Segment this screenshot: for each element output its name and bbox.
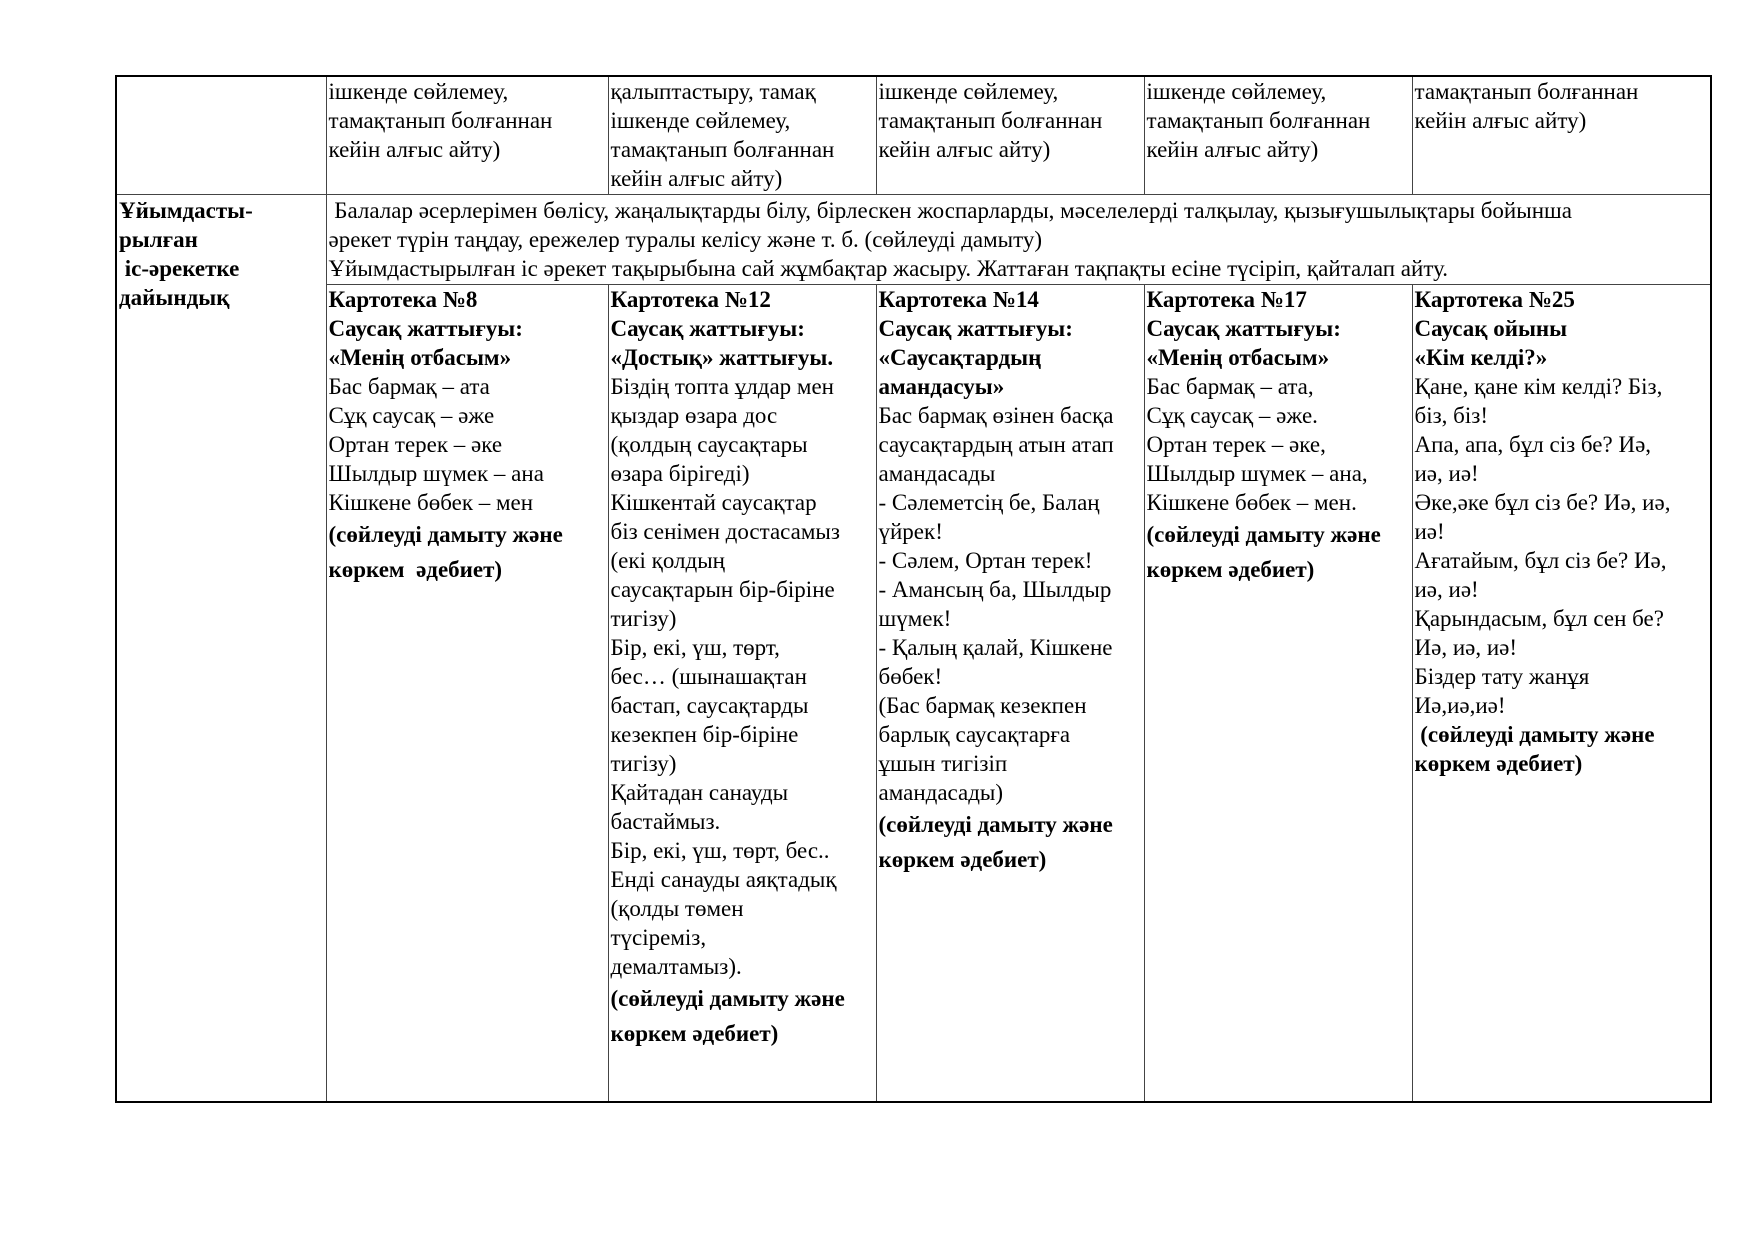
text-line: тамақтанып болғаннан <box>1414 79 1639 104</box>
card-body-line: Бас бармақ өзінен басқа <box>878 402 1114 428</box>
card-body-line: түсіреміз, <box>610 924 707 950</box>
card-cell <box>876 284 1144 1102</box>
cards-row <box>116 284 1711 1102</box>
card-heading-line: Саусақ жаттығуы: <box>1146 315 1341 341</box>
card-footer-line: (сөйлеуді дамыту және <box>1414 721 1655 747</box>
text-line: кейін алғыс айту) <box>878 137 1051 162</box>
intro-line: Ұйымдастырылған іс әрекет тақырыбына сай жұмбақтар жасыру. Жаттаған тақпақты есіне түсіріп, қайталап айту. <box>328 255 1449 281</box>
card-body-line: бастаймыз. <box>610 808 721 834</box>
card-body-line: өзара бірігеді) <box>610 460 750 486</box>
card-cell <box>1412 284 1711 1102</box>
plan-table <box>115 75 1712 1103</box>
card-body-line: Қане, қане кім келді? Біз, <box>1414 373 1663 399</box>
card-body-line: амандасады <box>878 460 996 486</box>
card-heading-line: «Менің отбасым» <box>328 344 512 370</box>
card-body-line: Сұқ саусақ – әже. <box>1146 402 1318 428</box>
section-label-line: дайындық <box>119 284 230 310</box>
text-line: кейін алғыс айту) <box>328 137 501 162</box>
card-body-line: ұшын тигізіп <box>878 750 1008 776</box>
card-body-line: шүмек! <box>878 605 952 631</box>
intro-text-cell <box>326 194 1711 284</box>
card-cell <box>608 284 876 1102</box>
card-footer-line: көркем әдебиет) <box>328 556 503 582</box>
top-row-label-cell <box>116 76 326 194</box>
card-body-line: иә! <box>1414 518 1445 544</box>
card-body-line: иә, иә! <box>1414 460 1479 486</box>
intro-row <box>116 194 1711 284</box>
text-line: ішкенде сөйлемеу, <box>328 79 509 104</box>
card-body-line: - Сәлем, Ортан терек! <box>878 547 1093 573</box>
card-body-line: кезекпен бір-біріне <box>610 721 799 747</box>
card-body-line: Қайтадан санауды <box>610 779 789 805</box>
top-row-cell <box>1412 76 1711 194</box>
card-heading-line: «Саусақтардың <box>878 344 1042 370</box>
card-body-line: саусақтарын бір-біріне <box>610 576 835 602</box>
text-line: қалыптастыру, тамақ <box>610 79 816 104</box>
top-row-cell <box>1144 76 1412 194</box>
card-heading-line: Саусақ жаттығуы: <box>878 315 1073 341</box>
card-body-line: демалтамыз). <box>610 953 742 979</box>
card-body-line: бөбек! <box>878 663 943 689</box>
text-line: кейін алғыс айту) <box>610 166 783 191</box>
card-body-line: біз сенімен достасамыз <box>610 518 840 544</box>
card-heading-line: «Достық» жаттығуы. <box>610 344 834 370</box>
card-body-line: - Амансың ба, Шылдыр <box>878 576 1112 602</box>
card-heading-line: «Менің отбасым» <box>1146 344 1330 370</box>
card-body-line: Біздер тату жанұя <box>1414 663 1590 689</box>
card-footer-line: (сөйлеуді дамыту және <box>610 985 845 1011</box>
card-body-line: Апа, апа, бұл сіз бе? Иә, <box>1414 431 1652 457</box>
text-line: кейін алғыс айту) <box>1146 137 1319 162</box>
card-body-line: - Сәлеметсің бе, Балаң <box>878 489 1100 515</box>
card-body-line: Бас бармақ – ата <box>328 373 490 399</box>
card-footer-line: (сөйлеуді дамыту және <box>1146 521 1381 547</box>
card-body-line: Сұқ саусақ – әже <box>328 402 495 428</box>
top-row <box>116 76 1711 194</box>
card-footer-line: (сөйлеуді дамыту және <box>878 811 1113 837</box>
card-cell <box>1144 284 1412 1102</box>
card-footer-line: көркем әдебиет) <box>878 846 1047 872</box>
card-body-line: (Бас бармақ кезекпен <box>878 692 1087 718</box>
card-heading-line: Картотека №25 <box>1414 286 1575 312</box>
card-heading-line: Саусақ ойыны <box>1414 315 1568 341</box>
card-footer-line: көркем әдебиет) <box>1146 556 1315 582</box>
text-line: ішкенде сөйлемеу, <box>1146 79 1327 104</box>
card-body-line: Әке,әке бұл сіз бе? Иә, иә, <box>1414 489 1671 515</box>
top-row-cell <box>876 76 1144 194</box>
card-heading-line: амандасуы» <box>878 373 1005 399</box>
card-body-line: қыздар өзара дос <box>610 402 778 428</box>
card-body-line: Бір, екі, үш, төрт, бес.. <box>610 837 830 863</box>
card-body-line: Кішкентай саусақтар <box>610 489 817 515</box>
text-line: тамақтанып болғаннан <box>878 108 1103 133</box>
card-heading-line: Картотека №17 <box>1146 286 1307 312</box>
card-body-line: Иә,иә,иә! <box>1414 692 1506 718</box>
card-body-line: барлық саусақтарға <box>878 721 1071 747</box>
section-label-line: іс-әрекетке <box>119 255 240 281</box>
card-body-line: (қолды төмен <box>610 895 744 921</box>
card-footer-line: көркем әдебиет) <box>1414 750 1583 776</box>
card-heading-line: Картотека №12 <box>610 286 771 312</box>
card-body-line: Шылдыр шүмек – ана <box>328 460 544 486</box>
card-heading-line: Саусақ жаттығуы: <box>610 315 805 341</box>
intro-line: әрекет түрін таңдау, ережелер туралы келісу және т. б. (сөйлеуді дамыту) <box>328 226 1043 252</box>
text-line: кейін алғыс айту) <box>1414 108 1587 133</box>
card-body-line: иә, иә! <box>1414 576 1479 602</box>
card-body-line: үйрек! <box>878 518 943 544</box>
card-body-line: Кішкене бөбек – мен <box>328 489 534 515</box>
card-body-line: Ағатайым, бұл сіз бе? Иә, <box>1414 547 1667 573</box>
card-body-line: Ортан терек – әке, <box>1146 431 1326 457</box>
card-heading-line: Картотека №14 <box>878 286 1039 312</box>
card-footer-line: көркем әдебиет) <box>610 1020 779 1046</box>
top-row-cell <box>326 76 608 194</box>
card-body-line: Кішкене бөбек – мен. <box>1146 489 1357 515</box>
card-body-line: Иә, иә, иә! <box>1414 634 1518 660</box>
card-body-line: бастап, саусақтарды <box>610 692 809 718</box>
section-label-line: Ұйымдасты- <box>119 197 253 223</box>
text-line: ішкенде сөйлемеу, <box>878 79 1059 104</box>
card-cell <box>326 284 608 1102</box>
card-body-line: саусақтардың атын атап <box>878 431 1114 457</box>
text-line: тамақтанып болғаннан <box>328 108 553 133</box>
top-row-cell <box>608 76 876 194</box>
card-body-line: Енді санауды аяқтадық <box>610 866 837 892</box>
section-label-cell <box>116 194 326 1102</box>
card-body-line: (қолдың саусақтары <box>610 431 808 457</box>
text-line: ішкенде сөйлемеу, <box>610 108 791 133</box>
card-body-line: Қарындасым, бұл сен бе? <box>1414 605 1664 631</box>
card-heading-line: «Кім келді?» <box>1414 344 1548 370</box>
card-heading-line: Картотека №8 <box>328 286 478 312</box>
card-heading-line: Саусақ жаттығуы: <box>328 315 523 341</box>
text-line: тамақтанып болғаннан <box>1146 108 1371 133</box>
card-body-line: тигізу) <box>610 750 677 776</box>
card-body-line: Бас бармақ – ата, <box>1146 373 1314 399</box>
card-body-line: Бір, екі, үш, төрт, <box>610 634 780 660</box>
card-body-line: амандасады) <box>878 779 1004 805</box>
text-line: тамақтанып болғаннан <box>610 137 835 162</box>
card-body-line: Ортан терек – әке <box>328 431 503 457</box>
card-body-line: (екі қолдың <box>610 547 725 573</box>
card-footer-line: (сөйлеуді дамыту және <box>328 521 563 547</box>
card-body-line: Біздің топта ұлдар мен <box>610 373 834 399</box>
card-body-line: Шылдыр шүмек – ана, <box>1146 460 1368 486</box>
card-body-line: бес… (шынашақтан <box>610 663 807 689</box>
card-body-line: тигізу) <box>610 605 677 631</box>
intro-line: Балалар әсерлерімен бөлісу, жаңалықтарды білу, бірлескен жоспарларды, мәселелерді талқылау, қызығушылықтары бойынша <box>328 197 1572 223</box>
section-label-line: рылған <box>119 226 198 252</box>
card-body-line: біз, біз! <box>1414 402 1489 428</box>
card-body-line: - Қалың қалай, Кішкене <box>878 634 1113 660</box>
